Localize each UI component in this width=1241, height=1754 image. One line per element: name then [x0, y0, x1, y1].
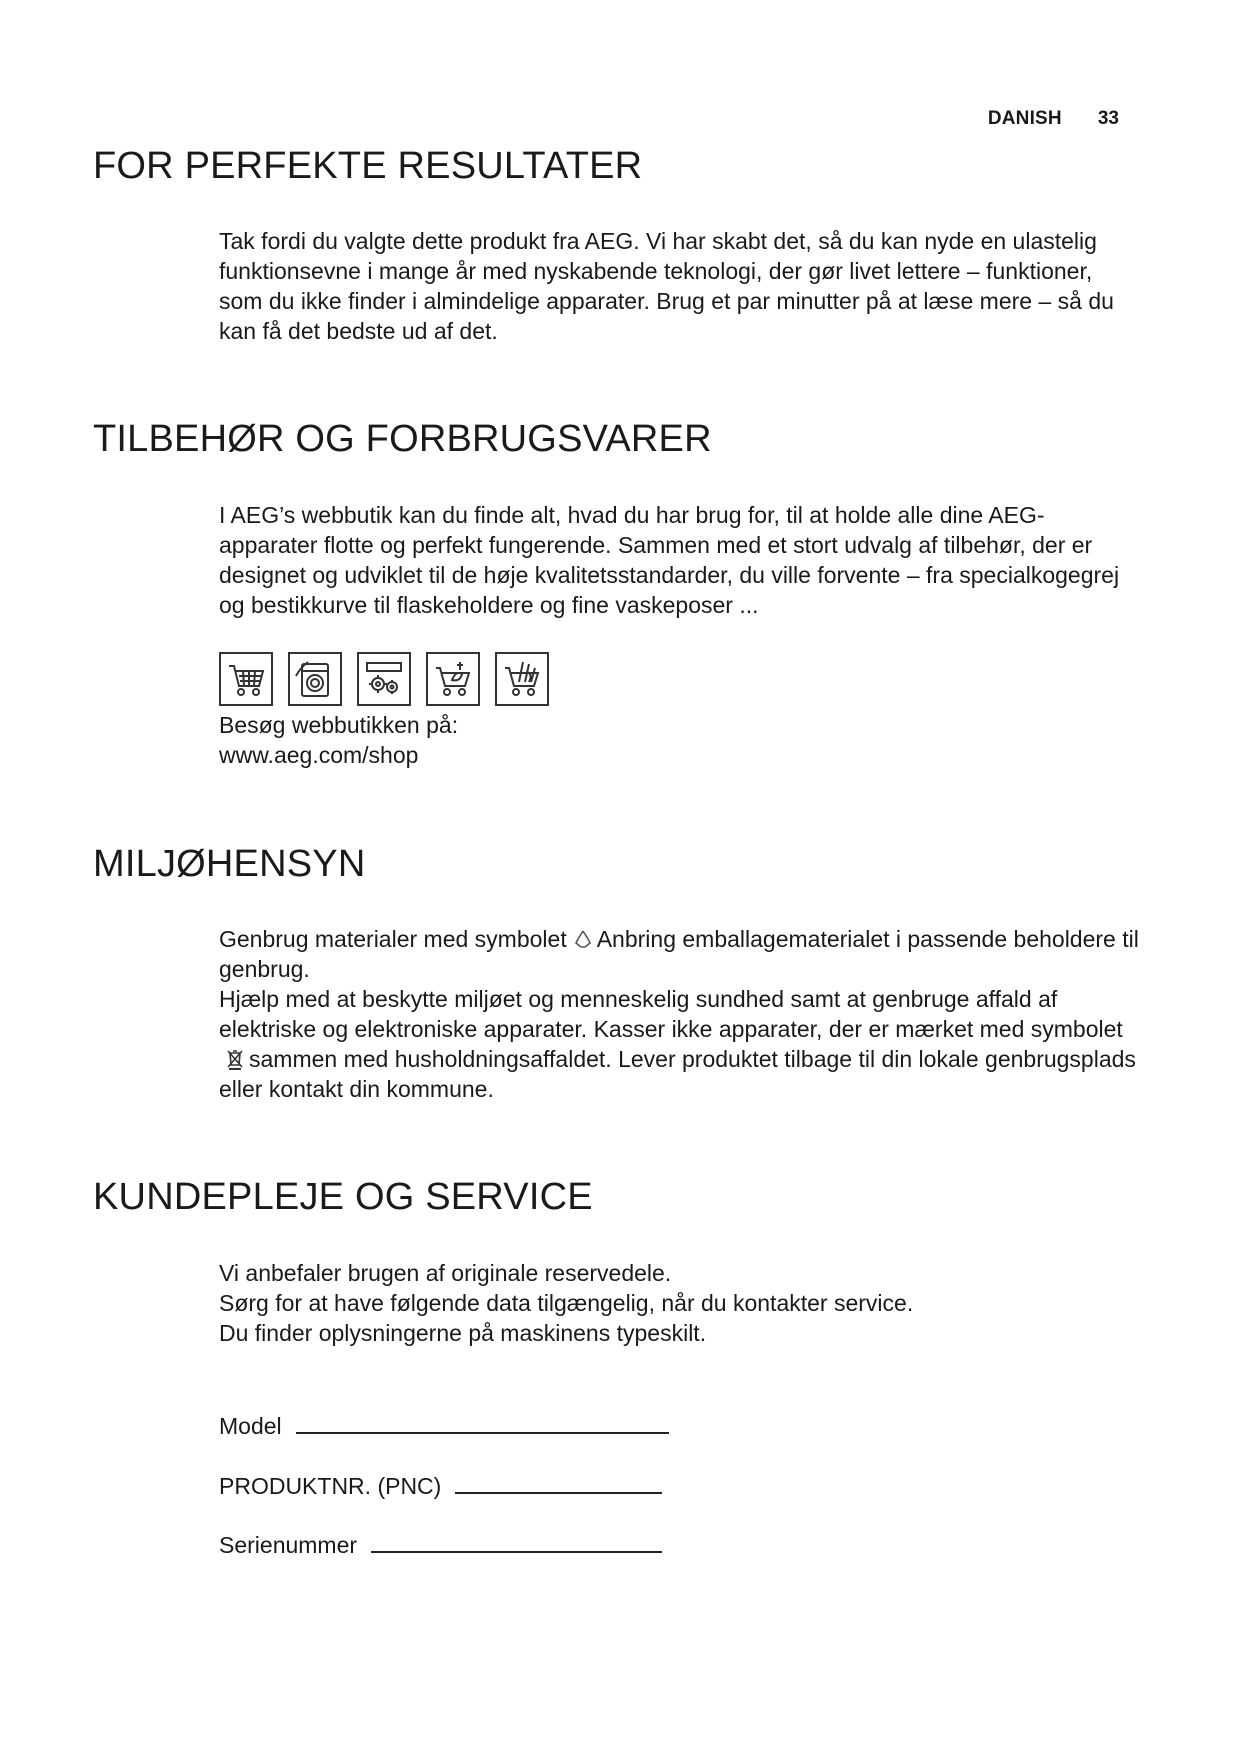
recycle-icon — [573, 928, 593, 950]
environment-body — [219, 924, 1139, 1104]
service-line-3: Du finder oplysningerne på maskinens typeskilt. — [219, 1320, 707, 1346]
appliance-settings-icon — [357, 652, 411, 706]
weee-text-before: Hjælp med at beskytte miljøet og menneskelig sundhed samt at genbruge affald af elektriske og elektroniske apparater. Kasser ikke apparater, der er mærket med symbolet — [219, 986, 1123, 1042]
service-line-2: Sørg for at have følgende data tilgængelig, når du kontakter service. — [219, 1290, 914, 1316]
shopping-cart-icon — [219, 652, 273, 706]
pnc-field — [219, 1470, 662, 1500]
serial-label: Serienummer — [219, 1532, 358, 1558]
language-label: DANISH — [987, 108, 1062, 129]
section-title-service: KUNDEPLEJE OG SERVICE — [93, 1176, 593, 1218]
service-body — [219, 1258, 1139, 1348]
model-input-line[interactable] — [296, 1410, 669, 1434]
shop-url-link[interactable]: www.aeg.com/shop — [219, 742, 419, 768]
model-label: Model — [219, 1413, 282, 1439]
webshop-visit — [219, 710, 1139, 770]
accessories-paragraph: I AEG’s webbutik kan du finde alt, hvad du har brug for, til at holde alle dine AEG-apparater flotte og perfekt fungerende. Sammen med et stort udvalg af tilbehør, der er designet og udviklet til de høje kvalitetsstandarder, du ville forvente – fra specialkogegrej og bestikkurve til flaskeholdere og fine vaskeposer ... — [219, 502, 1120, 618]
page-number: 33 — [1097, 108, 1119, 129]
service-line-1: Vi anbefaler brugen af originale reservedele. — [219, 1260, 672, 1286]
serial-input-line[interactable] — [371, 1529, 662, 1553]
section-title-accessories: TILBEHØR OG FORBRUGSVARER — [93, 418, 712, 460]
washing-machine-icon — [288, 652, 342, 706]
recycle-text-after: Anbring emballagematerialet i passende beholdere til genbrug. — [219, 926, 1139, 982]
weee-text-after: sammen med husholdningsaffaldet. Lever produktet tilbage til din lokale genbrugsplads eller kontakt din kommune. — [219, 1046, 1136, 1102]
results-paragraph: Tak fordi du valgte dette produkt fra AEG. Vi har skabt det, så du kan nyde en ulastelig funktionsevne i mange år med nyskabende teknologi, der gør livet lettere – funktioner, som du ikke finder i almindelige apparater. Brug et par minutter på at læse mere – så du kan få det bedste ud af det. — [219, 228, 1114, 344]
page-header — [988, 108, 1119, 130]
section-title-environment: MILJØHENSYN — [93, 843, 366, 885]
serial-field — [219, 1529, 662, 1559]
crossed-bin-icon — [225, 1048, 245, 1070]
accessories-body — [219, 500, 1139, 620]
recycle-text-before: Genbrug materialer med symbolet — [219, 926, 567, 952]
model-field — [219, 1410, 669, 1440]
environment-paragraph-2 — [219, 984, 1139, 1104]
webshop-icons — [219, 652, 549, 706]
results-body — [219, 226, 1139, 346]
pnc-input-line[interactable] — [455, 1470, 662, 1494]
pnc-label: PRODUKTNR. (PNC) — [219, 1473, 442, 1499]
cart-kitchen-icon — [495, 652, 549, 706]
visit-label: Besøg webbutikken på: — [219, 712, 459, 738]
environment-paragraph-1 — [219, 924, 1139, 984]
cart-cleaning-icon — [426, 652, 480, 706]
section-title-results: FOR PERFEKTE RESULTATER — [93, 145, 643, 187]
